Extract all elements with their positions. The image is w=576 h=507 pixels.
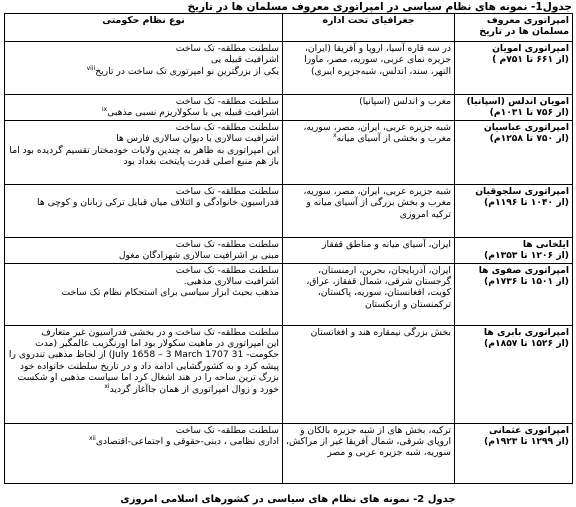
dynasty-cell: امپراتوری عباسیان (از ۷۵۰ تا ۱۲۵۸م) [455,120,573,184]
geography-text: شبه جزیره عربی، ایران، مصر، سوریه، مغرب و بخشی از آسیای میانه [303,121,451,145]
dynasty-cell: امپراتوری بابری ها (از ۱۵۲۶ تا ۱۸۵۷م) [455,325,573,423]
geography-cell [283,263,455,325]
dynasty-cell: امپراتوری صفوی ها (از ۱۵۰۱ تا ۱۷۳۶م) [455,263,573,325]
footnote-marker: x [333,132,337,140]
geography-cell [283,42,455,95]
dynasty-cell: ایلخانی ها (از ۱۲۰۶ تا ۱۳۵۳م) [455,237,573,263]
table-row [5,237,573,263]
dynasty-cell: امپراتوری امویان (از ۶۶۱ تا ۷۵۱م ) [455,42,573,95]
geography-text: ایران، آذربایجان، بحرین، ارمنستان، گرجستان شرقی، شمال قفقاز، عراق، کویت، افغانستان، سوریه، پاکستان، ترکمنستان و ازبکستان [306,264,451,310]
dynasty-cell: امویان اندلس (اسپانیا) (از ۷۵۶ تا ۱۰۳۱م) [455,95,573,121]
governance-text: سلطنت مطلقه- تک ساخت اشرافیت قبیله یی با سکولاریزم نسبی مذهبی [107,96,279,119]
footnote-marker: xii [88,434,96,442]
header-governance: نوع نظام حکومتی [5,14,283,42]
geography-text: شبه جزیره عربی، ایران، مصر، سوریه، مغرب و بخش بزرگی از آسیای میانه و ترکیه امروزی [303,185,451,220]
geography-text: بخش بزرگی نیمقاره هند و افغانستان [310,326,451,338]
governance-cell [5,184,283,237]
governance-cell [5,95,283,121]
table-header-row [5,14,573,42]
empires-table [4,13,573,484]
table-row [5,325,573,423]
governance-text: سلطنت مطلقه- تک ساخت اشرافیت سالاری مذهبی. مذهب بحیث ابزار سیاسی برای استحکام نظام تک ساخت [61,264,279,299]
geography-cell [283,120,455,184]
table2-caption: جدول 2- نمونه های نظام های سیاسی در کشورهای اسلامی امروزی [120,494,456,505]
header-geography: جغرافیای تحت اداره [283,14,455,42]
geography-text: مغرب و اندلس (اسپانیا) [359,96,451,107]
governance-cell [5,42,283,95]
governance-text: سلطنت مطلقه- تک ساخت مبنی بر اشرافیت سالاری شهزادگان مغول [118,238,279,262]
dynasty-cell: امپراتوری عثمانی (از ۱۲۹۹ تا ۱۹۲۳م) [455,423,573,483]
dynasty-cell: امپراتوری سلجوقیان (از ۱۰۴۰ تا ۱۱۹۶م) [455,184,573,237]
table-row [5,423,573,483]
governance-text: سلطنت مطلقه- تک ساخت اداری نظامی ، دینی-حقوقی و اجتماعی-اقتصادی [95,424,279,448]
governance-text: سلطنت مطلقه- تک ساخت اشرافیت قبیله یی یکی از بزرگترین نو امپرتوری تک ساخت در تاریخ [95,43,279,77]
geography-text: ترکیه، بخش های از شبه جزیره بالکان و اروپای شرقی، شمال آفریقا غیر از مراکش، سوریه، شبه جزیره عربی و مصر [285,424,451,459]
governance-cell [5,263,283,325]
footnote-marker: viii [86,64,96,72]
footnote-marker: ix [102,106,108,114]
table1-caption: جدول1- نمونه های نظام سیاسی در امپراتوری معروف مسلمان ها در تاریخ [187,1,572,13]
governance-cell [5,423,283,483]
footnote-marker: xi [104,382,110,390]
header-dynasty: امپراتوری معروف مسلمان ها در تاریخ [455,14,573,42]
table-row [5,263,573,325]
governance-cell [5,120,283,184]
geography-text: ایران، آسیای میانه و مناطق قفقاز [322,238,451,250]
geography-cell [283,423,455,483]
table-row [5,120,573,184]
table-row [5,95,573,121]
governance-cell [5,325,283,423]
table-row [5,184,573,237]
geography-cell [283,184,455,237]
governance-text: سلطنت مطلقه- تک ساخت فدراسیون خانوادگی و ائتلاف میان قبایل ترکی زبانان و کوچی ها [37,185,279,209]
governance-text: سلطنت مطلقه- تک ساخت و در بخشی فدراسیون غیر متعارف این امپراتوری در ماهیت سکولار بود اما اورنگزیب عالمگیر (مدت حکومت- 31 July 1658 – 3 March 1707) از لحاظ مذهبی تندروی را پیشه کرد و به کشورگشایی ادامه داد و در تاریخ سلطنت خانواده خود بزرگ ترین ساحه را در هند اشغال کرد اما سیاست مذهبی او شکست خورد و زوال امپراتوری از همان جاآغاز گردید [8,326,279,395]
governance-text: سلطنت مطلقه- تک ساخت اشرافیت سالاری با دیوان سالاری فارس ها این امپراتوری به ظاهر به چندین ولایات خودمختار تقسیم گردیده بود اما باز هم منبع اصلی قدرت پایتخت بغداد بود [9,121,279,168]
table-row [5,42,573,95]
geography-cell [283,325,455,423]
geography-cell [283,237,455,263]
governance-cell [5,237,283,263]
geography-cell [283,95,455,121]
geography-text: در سه قاره آسیا، اروپا و آفریقا (ایران، جزیره نمای عربی، سوریه، مصر، ماورا النهر، سند، اندلس، شبه‌جزیره ایبری) [304,43,451,77]
